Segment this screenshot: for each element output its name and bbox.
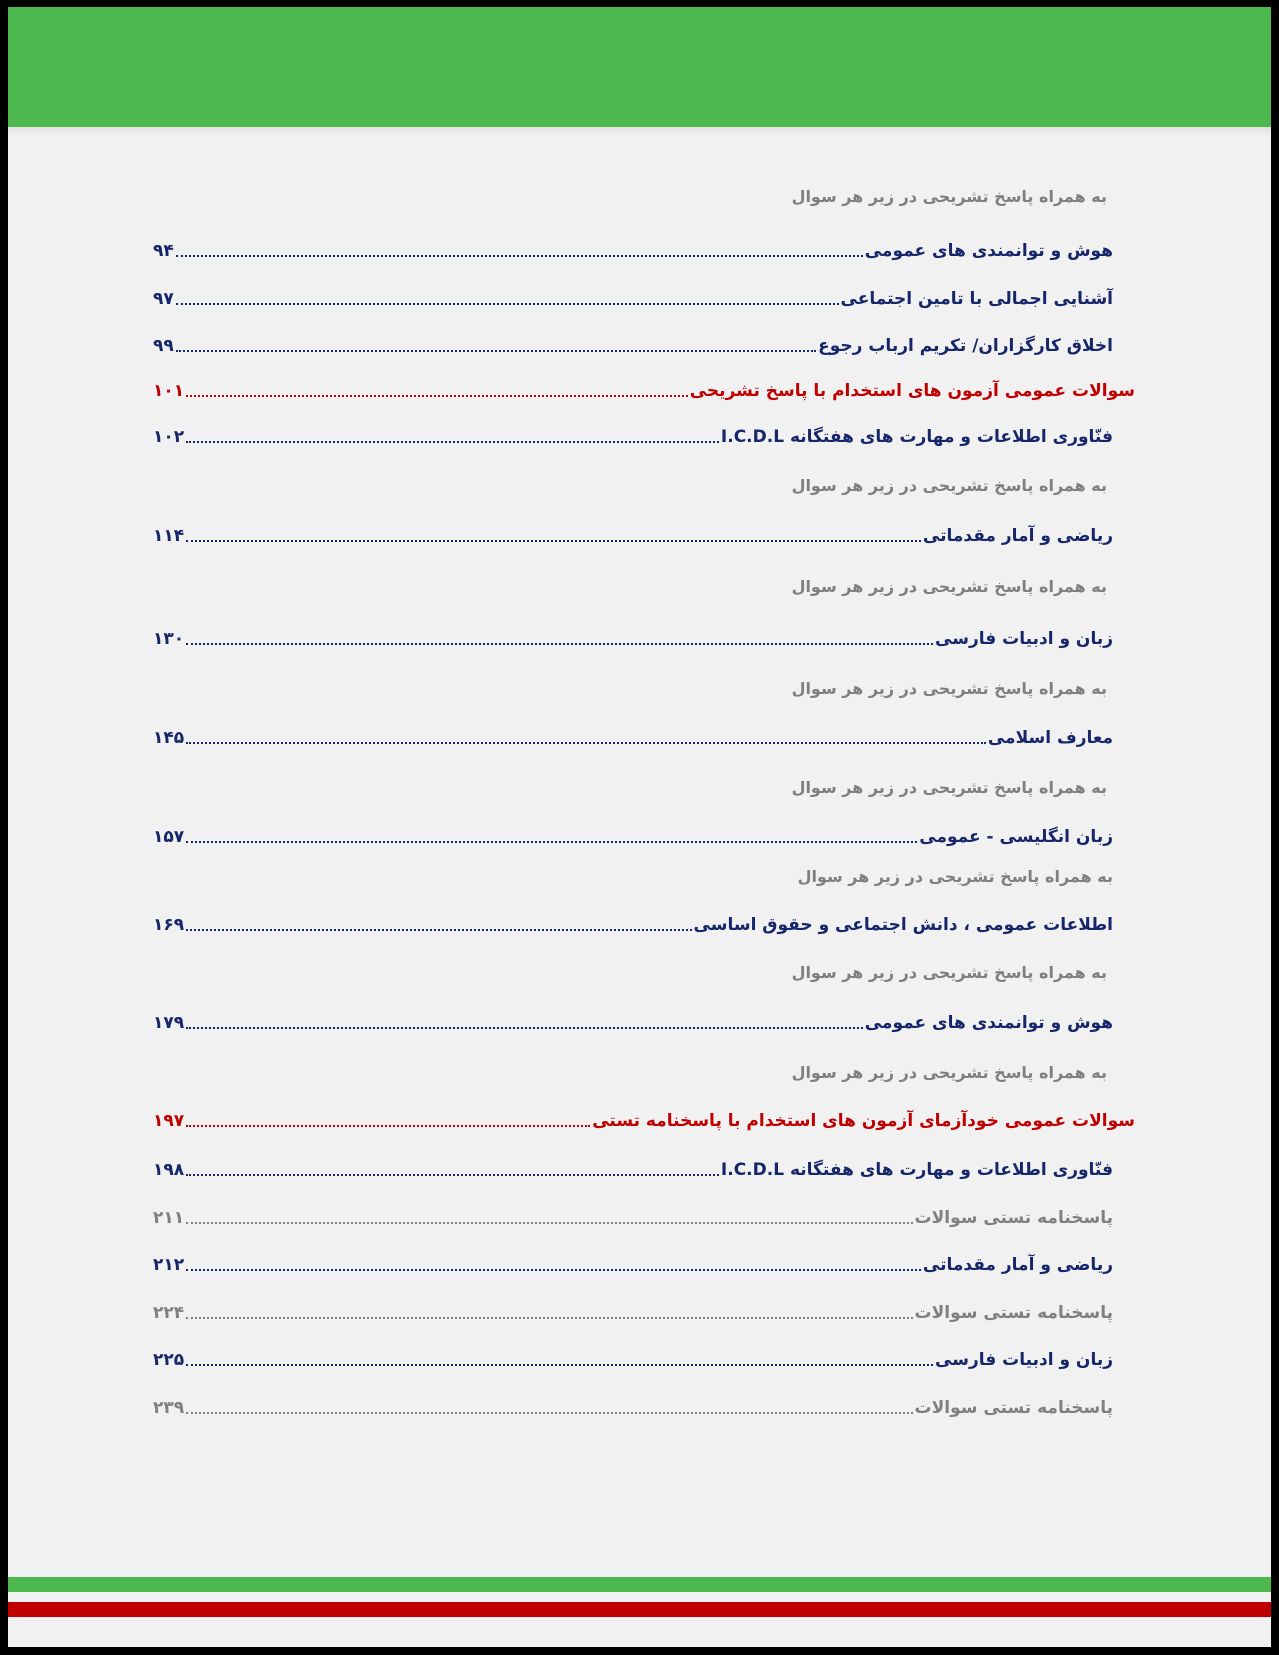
toc-note xyxy=(792,1055,1107,1085)
toc-entry xyxy=(153,233,1113,263)
toc-note-text: به همراه پاسخ تشریحی در زیر هر سوال xyxy=(791,679,1107,698)
toc-section-entry xyxy=(153,1103,1135,1133)
toc-answer-key-entry xyxy=(153,1295,1113,1325)
toc-dot-leader xyxy=(186,841,917,843)
toc-dot-leader xyxy=(176,255,863,257)
toc-note-text: به همراه پاسخ تشریحی در زیر هر سوال xyxy=(791,476,1107,495)
toc-answer-key-entry xyxy=(153,1200,1113,1230)
toc-page-number: ۲۱۲ xyxy=(153,1255,185,1275)
toc-note-text: به همراه پاسخ تشریحی در زیر هر سوال xyxy=(791,778,1107,797)
toc-dot-leader xyxy=(176,350,816,352)
toc-entry xyxy=(153,518,1113,548)
toc-note-text: به همراه پاسخ تشریحی در زیر هر سوال xyxy=(791,187,1107,206)
toc-note xyxy=(792,468,1107,498)
toc-dot-leader xyxy=(186,1317,912,1319)
toc-entry xyxy=(153,1247,1113,1277)
toc-entry-title: سوالات عمومی خودآزمای آزمون های استخدام با پاسخنامه تستی xyxy=(592,1111,1135,1131)
toc-section-entry xyxy=(153,373,1135,403)
toc-entry-title: هوش و توانمندی های عمومی xyxy=(864,1013,1113,1033)
toc-note-text: به همراه پاسخ تشریحی در زیر هر سوال xyxy=(791,577,1107,596)
toc-entry xyxy=(153,419,1113,449)
toc-note xyxy=(792,770,1107,800)
toc-page-number: ۲۲۵ xyxy=(153,1350,185,1370)
toc-dot-leader xyxy=(176,303,839,305)
toc-note-text: به همراه پاسخ تشریحی در زیر هر سوال xyxy=(791,963,1107,982)
toc-page-number: ۱۵۷ xyxy=(153,827,185,847)
toc-page-number: ۱۷۹ xyxy=(153,1013,185,1033)
toc-page-number: ۹۹ xyxy=(153,336,174,356)
table-of-contents xyxy=(153,7,1135,1567)
toc-dot-leader xyxy=(186,540,921,542)
toc-dot-leader xyxy=(186,643,933,645)
toc-entry-title: ریاضی و آمار مقدماتی xyxy=(922,1255,1113,1275)
toc-page-number: ۹۴ xyxy=(153,241,174,261)
toc-entry xyxy=(153,1342,1113,1372)
toc-dot-leader xyxy=(186,395,688,397)
toc-entry xyxy=(153,328,1113,358)
toc-entry-title: آشنایی اجمالی با تامین اجتماعی xyxy=(840,289,1113,309)
toc-page-number: ۹۷ xyxy=(153,289,174,309)
toc-dot-leader xyxy=(186,1412,912,1414)
toc-page-number: ۱۱۴ xyxy=(153,526,185,546)
toc-dot-leader xyxy=(186,1222,912,1224)
toc-page-number: ۱۶۹ xyxy=(153,915,185,935)
toc-note-text: به همراه پاسخ تشریحی در زیر هر سوال xyxy=(797,867,1113,886)
toc-entry-title: زبان انگلیسی - عمومی xyxy=(919,827,1113,847)
toc-page-number: ۱۰۲ xyxy=(153,427,185,447)
toc-note xyxy=(792,671,1107,701)
toc-page-number: ۱۴۵ xyxy=(153,728,185,748)
toc-dot-leader xyxy=(186,1269,921,1271)
toc-entry-title: معارف اسلامی xyxy=(987,728,1113,748)
toc-entry-title: پاسخنامه تستی سوالات xyxy=(914,1303,1113,1323)
toc-dot-leader xyxy=(186,1027,863,1029)
toc-entry xyxy=(153,720,1113,750)
toc-page-number: ۱۰۱ xyxy=(153,381,185,401)
toc-page-number: ۲۲۴ xyxy=(153,1303,185,1323)
toc-dot-leader xyxy=(186,929,691,931)
bottom-red-stripe xyxy=(8,1602,1271,1617)
toc-entry xyxy=(153,907,1113,937)
toc-entry xyxy=(153,281,1113,311)
toc-entry-title: فنّاوری اطلاعات و مهارت های هفتگانه I.C.D.L xyxy=(720,427,1113,447)
toc-entry xyxy=(153,819,1113,849)
toc-answer-key-entry xyxy=(153,1390,1113,1420)
toc-note xyxy=(792,179,1107,209)
toc-entry-title: پاسخنامه تستی سوالات xyxy=(914,1208,1113,1228)
toc-entry-title: اطلاعات عمومی ، دانش اجتماعی و حقوق اساسی xyxy=(693,915,1113,935)
toc-entry-title: ریاضی و آمار مقدماتی xyxy=(922,526,1113,546)
toc-dot-leader xyxy=(186,742,986,744)
toc-entry-title: فنّاوری اطلاعات و مهارت های هفتگانه I.C.D.L xyxy=(720,1160,1113,1180)
toc-entry-title: زبان و ادبیات فارسی xyxy=(935,1350,1113,1370)
toc-entry-title: زبان و ادبیات فارسی xyxy=(935,629,1113,649)
toc-note xyxy=(798,859,1113,889)
toc-dot-leader xyxy=(186,1125,590,1127)
toc-note-text: به همراه پاسخ تشریحی در زیر هر سوال xyxy=(791,1063,1107,1082)
toc-note xyxy=(792,569,1107,599)
toc-dot-leader xyxy=(186,441,719,443)
bottom-green-stripe xyxy=(8,1577,1271,1592)
toc-dot-leader xyxy=(186,1174,719,1176)
toc-page-number: ۲۳۹ xyxy=(153,1398,185,1418)
toc-entry-title: پاسخنامه تستی سوالات xyxy=(914,1398,1113,1418)
toc-page-number: ۱۹۷ xyxy=(153,1111,185,1131)
toc-entry xyxy=(153,1005,1113,1035)
toc-page xyxy=(8,7,1271,1647)
toc-entry-title: اخلاق کارگزاران/ تکریم ارباب رجوع xyxy=(818,336,1113,356)
toc-entry-title: سوالات عمومی آزمون های استخدام با پاسخ تشریحی xyxy=(689,381,1135,401)
toc-page-number: ۲۱۱ xyxy=(153,1208,185,1228)
toc-page-number: ۱۳۰ xyxy=(153,629,185,649)
toc-note xyxy=(792,955,1107,985)
toc-entry-title: هوش و توانمندی های عمومی xyxy=(864,241,1113,261)
toc-entry xyxy=(153,621,1113,651)
toc-page-number: ۱۹۸ xyxy=(153,1160,185,1180)
toc-dot-leader xyxy=(186,1364,933,1366)
toc-entry xyxy=(153,1152,1113,1182)
